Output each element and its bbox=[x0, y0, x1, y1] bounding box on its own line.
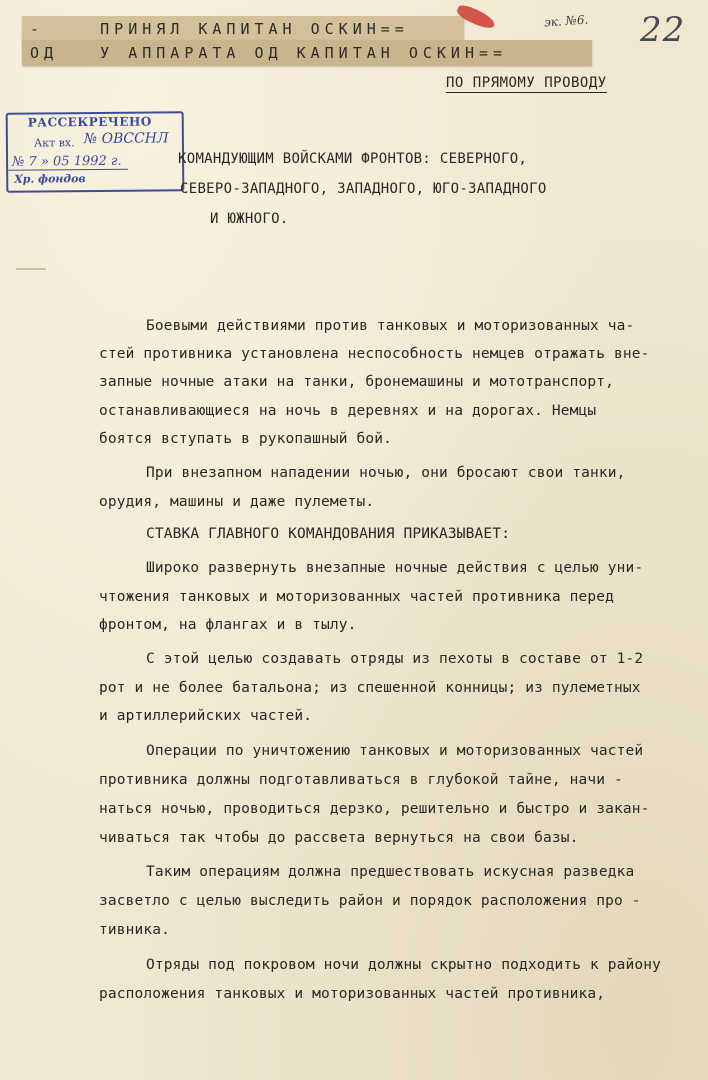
handwritten-page-number: 22 bbox=[640, 10, 686, 50]
body-line: фронтом, на флангах и в тылу. bbox=[99, 617, 357, 633]
body-line: стей противника установлена неспособность немцев отражать вне- bbox=[99, 346, 650, 362]
body-line: противника должны подготавливаться в глубокой тайне, начи - bbox=[99, 772, 623, 788]
body-line: Боевыми действиями против танковых и моторизованных ча- bbox=[146, 318, 635, 334]
body-line: тивника. bbox=[99, 922, 171, 938]
stamp-divider bbox=[8, 169, 128, 171]
tape-text-1: - ПРИНЯЛ КАПИТАН ОСКИН== bbox=[30, 20, 409, 38]
body-line: Таким операциям должна предшествовать искусная разведка bbox=[146, 864, 635, 880]
body-line: засветло с целью выследить район и порядок расположения про - bbox=[99, 893, 641, 909]
addressee-line: И ЮЖНОГО. bbox=[210, 211, 289, 227]
body-line: наться ночью, проводиться дерзко, решительно и быстро и закан- bbox=[99, 801, 650, 817]
addressee-block bbox=[178, 144, 547, 234]
stamp-title: РАССЕКРЕЧЕНО bbox=[27, 114, 152, 130]
addressee-line: СЕВЕРО-ЗАПАДНОГО, ЗАПАДНОГО, ЮГО-ЗАПАДНОГО bbox=[180, 181, 547, 197]
body-line: Отряды под покровом ночи должны скрытно подходить к району bbox=[146, 957, 662, 973]
order-heading: СТАВКА ГЛАВНОГО КОМАНДОВАНИЯ ПРИКАЗЫВАЕТ: bbox=[146, 526, 511, 542]
declassification-stamp bbox=[6, 111, 185, 193]
body-line: боятся вступать в рукопашный бой. bbox=[99, 431, 393, 447]
handwritten-ref-note: эк. №6. bbox=[543, 12, 589, 30]
stamp-date: № 7 » 05 1992 г. bbox=[12, 153, 122, 170]
body-line: С этой целью создавать отряды из пехоты в составе от 1-2 bbox=[146, 651, 644, 667]
stamp-footer: Хр. фондов bbox=[14, 172, 86, 186]
body-line: и артиллерийских частей. bbox=[99, 708, 313, 724]
addressee-line: КОМАНДУЮЩИМ ВОЙСКАМИ ФРОНТОВ: СЕВЕРНОГО, bbox=[178, 151, 528, 167]
body-line: рот и не более батальона; из спешенной конницы; из пулеметных bbox=[99, 680, 641, 696]
body-line: При внезапном нападении ночью, они бросают свои танки, bbox=[146, 465, 626, 481]
body-line: чтожения танковых и моторизованных частей противника перед bbox=[99, 589, 615, 605]
stamp-act-label: Акт вх. bbox=[33, 136, 75, 150]
body-line: останавливающиеся на ночь в деревнях и на дорогах. Немцы bbox=[99, 403, 597, 419]
body-line: Широко развернуть внезапные ночные действия с целью уни- bbox=[146, 560, 644, 576]
body-line: орудия, машины и даже пулеметы. bbox=[99, 494, 375, 510]
body-line: Операции по уничтожению танковых и моторизованных частей bbox=[146, 743, 644, 759]
transmission-note: ПО ПРЯМОМУ ПРОВОДУ bbox=[446, 75, 607, 91]
telegram-tape-strip-2 bbox=[22, 40, 592, 66]
stamp-act-handwritten: № ОВССНЛ bbox=[83, 130, 169, 148]
margin-mark bbox=[16, 268, 46, 286]
tape-text-2: ОД У АППАРАТА ОД КАПИТАН ОСКИН== bbox=[30, 44, 508, 62]
telegram-tape-strip-1 bbox=[22, 16, 464, 42]
body-line: чиваться так чтобы до рассвета вернуться на свои базы. bbox=[99, 830, 579, 846]
body-line: запные ночные атаки на танки, бронемашины и мототранспорт, bbox=[99, 374, 615, 390]
body-line: расположения танковых и моторизованных частей противника, bbox=[99, 986, 606, 1002]
